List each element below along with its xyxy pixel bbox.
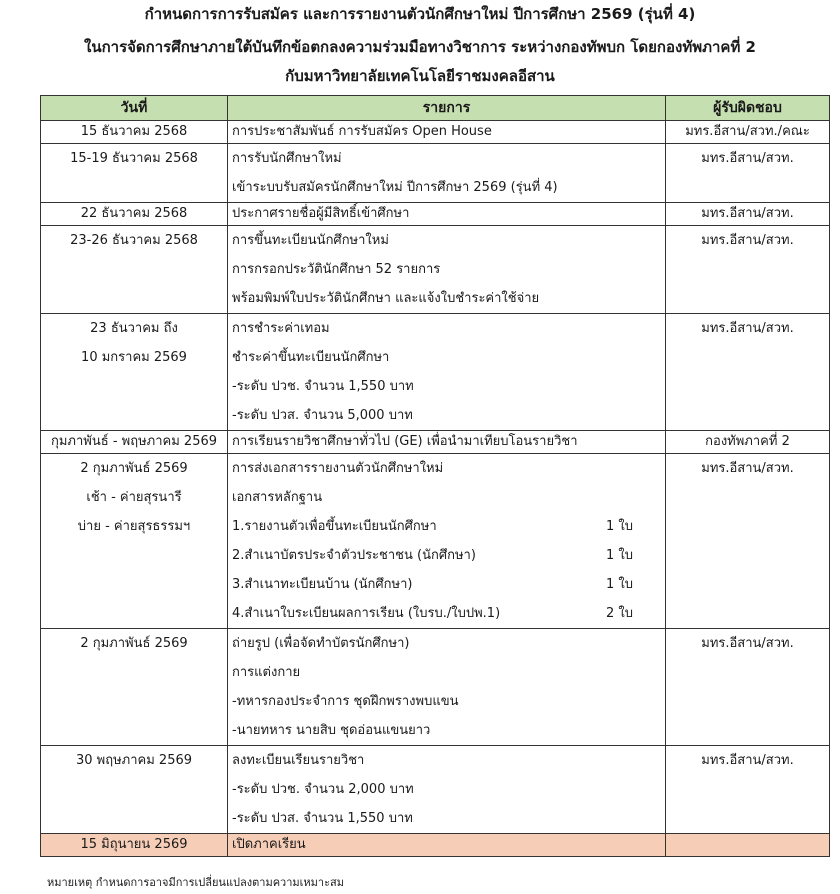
responsible-text: มทร.อีสาน/สวท.	[701, 753, 794, 768]
item-text	[228, 255, 665, 284]
responsible-text: มทร.อีสาน/สวท.	[701, 233, 794, 248]
responsible-text	[666, 834, 829, 856]
cell-responsible	[666, 226, 830, 314]
cell-responsible	[666, 834, 830, 857]
document-count: 1 ใบ	[605, 548, 633, 563]
schedule-table	[40, 95, 830, 857]
item-label: -นายทหาร นายสิบ ชุดอ่อนแขนยาว	[232, 723, 431, 738]
item-text	[228, 512, 665, 541]
cell-responsible	[666, 121, 830, 144]
item-text	[228, 203, 665, 225]
item-text	[228, 687, 665, 716]
item-label: 3.สำเนาทะเบียนบ้าน (นักศึกษา)	[232, 577, 413, 592]
item-text	[228, 658, 665, 687]
item-text	[228, 314, 665, 343]
table-row	[41, 746, 830, 834]
table-row	[41, 226, 830, 314]
item-text	[228, 570, 665, 599]
document-count: 2 ใบ	[605, 606, 633, 621]
table-row	[41, 431, 830, 454]
date-text: 2 กุมภาพันธ์ 2569	[80, 461, 188, 476]
responsible-text: มทร.อีสาน/สวท.	[701, 206, 794, 221]
item-label: การประชาสัมพันธ์ การรับสมัคร Open House	[232, 124, 492, 139]
date-text: 30 พฤษภาคม 2569	[75, 753, 193, 768]
cell-item	[228, 121, 666, 144]
item-label: การส่งเอกสารรายงานตัวนักศึกษาใหม่	[232, 461, 444, 476]
title-line-1: กำหนดการการรับสมัคร และการรายงานตัวนักศึกษาใหม่ ปีการศึกษา 2569 (รุ่นที่ 4)	[144, 5, 696, 23]
cell-date	[41, 746, 228, 834]
date-text: เช้า - ค่ายสุรนารี	[86, 490, 182, 505]
item-label: 4.สำเนาใบระเบียนผลการเรียน (ใบรบ./ใบปพ.1)	[232, 606, 501, 621]
date-text: 15-19 ธันวาคม 2568	[70, 151, 198, 166]
header-responsible: ผู้รับผิดชอบ	[666, 96, 830, 121]
cell-date	[41, 203, 228, 226]
cell-item	[228, 144, 666, 203]
responsible-text: มทร.อีสาน/สวท.	[701, 151, 794, 166]
date-text: กุมภาพันธ์ - พฤษภาคม 2569	[50, 434, 218, 449]
table-row	[41, 144, 830, 203]
item-text	[228, 629, 665, 658]
cell-responsible	[666, 746, 830, 834]
item-text	[228, 144, 665, 173]
item-text	[228, 746, 665, 775]
item-label: ถ่ายรูป (เพื่อจัดทำบัตรนักศึกษา)	[232, 636, 410, 651]
responsible-text: กองทัพภาคที่ 2	[705, 434, 790, 449]
item-label: การรับนักศึกษาใหม่	[232, 151, 342, 166]
title-line-2: ในการจัดการศึกษาภายใต้บันทึกข้อตกลงความร่วมมือทางวิชาการ ระหว่างกองทัพบก โดยกองทัพภาคที่ 2	[84, 38, 756, 56]
cell-responsible	[666, 454, 830, 629]
header-item: รายการ	[228, 96, 666, 121]
item-label: การชำระค่าเทอม	[232, 321, 330, 336]
date-text: 22 ธันวาคม 2568	[80, 206, 188, 221]
date-text: 2 กุมภาพันธ์ 2569	[80, 636, 188, 651]
item-label: การเรียนรายวิชาศึกษาทั่วไป (GE) เพื่อนำมาเทียบโอนรายวิชา	[232, 434, 578, 449]
cell-item	[228, 834, 666, 857]
item-label: เข้าระบบรับสมัครนักศึกษาใหม่ ปีการศึกษา 2569 (รุ่นที่ 4)	[232, 180, 558, 195]
item-text	[228, 454, 665, 483]
responsible-text: มทร.อีสาน/สวท.	[701, 321, 794, 336]
date-text: 10 มกราคม 2569	[81, 350, 187, 365]
item-text	[228, 834, 665, 856]
item-label: -ระดับ ปวช. จำนวน 2,000 บาท	[232, 782, 414, 797]
cell-item	[228, 314, 666, 431]
cell-date	[41, 431, 228, 454]
item-label: เอกสารหลักฐาน	[232, 490, 323, 505]
cell-date	[41, 121, 228, 144]
header-date: วันที่	[41, 96, 228, 121]
item-text	[228, 173, 665, 202]
item-text	[228, 431, 665, 453]
table-row	[41, 121, 830, 144]
footnote: หมายเหตุ กำหนดการอาจมีการเปลี่ยนแปลงตามความเหมาะสม	[47, 876, 344, 889]
cell-date	[41, 144, 228, 203]
cell-responsible	[666, 629, 830, 746]
item-label: -ระดับ ปวส. จำนวน 5,000 บาท	[232, 408, 413, 423]
cell-date	[41, 314, 228, 431]
table-row	[41, 314, 830, 431]
item-label: พร้อมพิมพ์ใบประวัตินักศึกษา และแจ้งใบชำระค่าใช้จ่าย	[232, 291, 540, 306]
item-label: การขึ้นทะเบียนนักศึกษาใหม่	[232, 233, 389, 248]
responsible-text: มทร.อีสาน/สวท.	[701, 636, 794, 651]
item-text	[228, 775, 665, 804]
date-text: 23 ธันวาคม ถึง	[90, 321, 178, 336]
cell-responsible	[666, 314, 830, 431]
cell-responsible	[666, 203, 830, 226]
item-text	[228, 804, 665, 833]
cell-item	[228, 629, 666, 746]
cell-date	[41, 226, 228, 314]
table-row	[41, 203, 830, 226]
item-label: -ทหารกองประจำการ ชุดฝึกพรางพบแขน	[232, 694, 459, 709]
item-text	[228, 401, 665, 430]
document-count: 1 ใบ	[605, 519, 633, 534]
cell-date	[41, 629, 228, 746]
item-label: การกรอกประวัตินักศึกษา 52 รายการ	[232, 262, 441, 277]
item-text	[228, 541, 665, 570]
cell-responsible	[666, 144, 830, 203]
item-text	[228, 483, 665, 512]
item-label: ลงทะเบียนเรียนรายวิชา	[232, 753, 365, 768]
cell-date	[41, 454, 228, 629]
title-line-3: กับมหาวิทยาลัยเทคโนโลยีราชมงคลอีสาน	[285, 67, 555, 85]
table-header-row	[41, 96, 830, 121]
item-text	[228, 226, 665, 255]
item-text	[228, 343, 665, 372]
item-text	[228, 284, 665, 313]
document-count: 1 ใบ	[605, 577, 633, 592]
date-text: บ่าย - ค่ายสุรธรรมฯ	[77, 519, 191, 534]
cell-responsible	[666, 431, 830, 454]
table-row	[41, 834, 830, 857]
item-label: 2.สำเนาบัตรประจำตัวประชาชน (นักศึกษา)	[232, 548, 476, 563]
date-text: 15 มิถุนายน 2569	[80, 837, 188, 852]
cell-item	[228, 454, 666, 629]
date-text: 15 ธันวาคม 2568	[80, 124, 188, 139]
item-label: -ระดับ ปวส. จำนวน 1,550 บาท	[232, 811, 413, 826]
table-row	[41, 629, 830, 746]
item-label: ประกาศรายชื่อผู้มีสิทธิ์เข้าศึกษา	[232, 206, 410, 221]
cell-item	[228, 746, 666, 834]
date-text: 23-26 ธันวาคม 2568	[70, 233, 198, 248]
item-text	[228, 716, 665, 745]
table-row	[41, 454, 830, 629]
responsible-text: มทร.อีสาน/สวท.	[701, 461, 794, 476]
item-text	[228, 599, 665, 628]
cell-item	[228, 226, 666, 314]
item-label: -ระดับ ปวช. จำนวน 1,550 บาท	[232, 379, 414, 394]
cell-item	[228, 203, 666, 226]
cell-item	[228, 431, 666, 454]
cell-date	[41, 834, 228, 857]
item-text	[228, 121, 665, 143]
item-label: ชำระค่าขึ้นทะเบียนนักศึกษา	[232, 350, 390, 365]
item-label: เปิดภาคเรียน	[232, 837, 306, 852]
item-label: 1.รายงานตัวเพื่อขึ้นทะเบียนนักศึกษา	[232, 519, 437, 534]
item-text	[228, 372, 665, 401]
responsible-text: มทร.อีสาน/สวท./คณะ	[685, 124, 810, 139]
item-label: การแต่งกาย	[232, 665, 301, 680]
